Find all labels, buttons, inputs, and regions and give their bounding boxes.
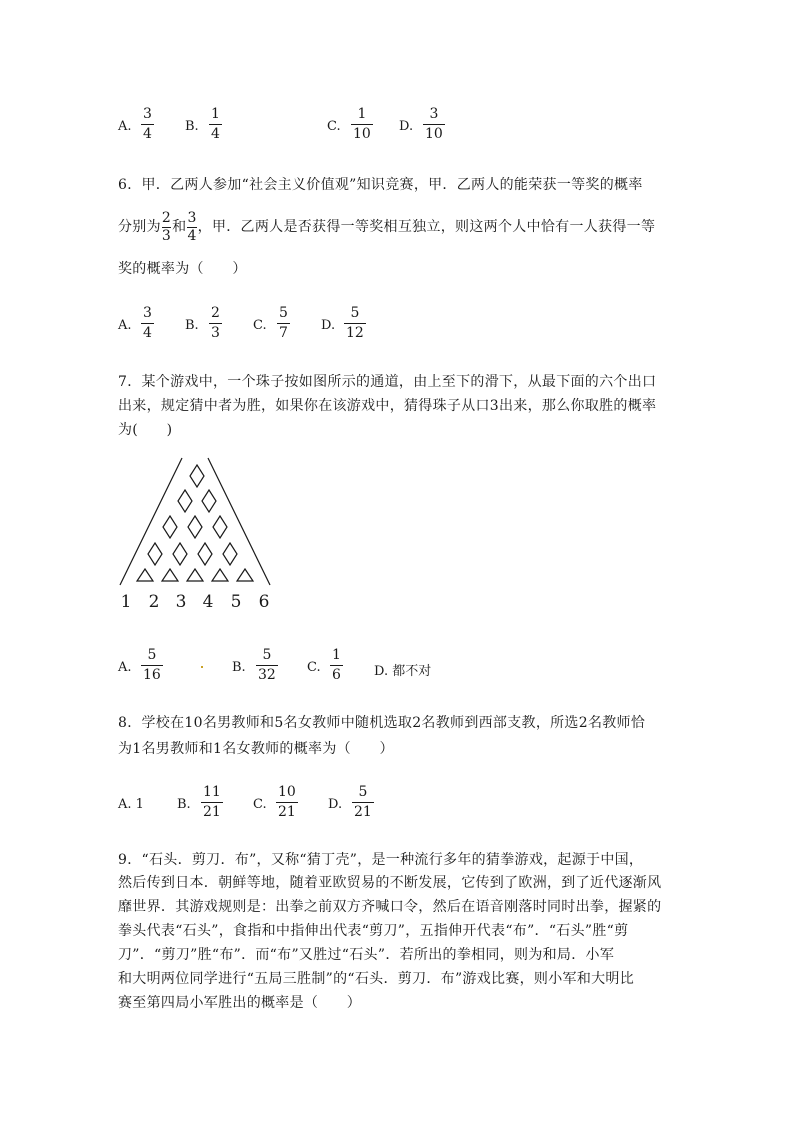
q6-option-c-fraction [277,305,290,342]
triangle-divider [237,569,253,581]
q6-line-3: 奖的概率为（ ） [118,261,247,277]
q5-option-a-label: A. [118,119,132,134]
diamond-peg [202,490,216,512]
q8-option-c-fraction [276,784,298,821]
q8-option-a: A. 1 [118,797,144,812]
diamond-peg [213,516,227,538]
exit-label-6: 6 [258,592,270,612]
denominator: 12 [346,325,364,341]
numerator: 3 [143,106,152,122]
stray-mark [201,666,203,668]
q7-option-b-label: B. [232,660,246,675]
q6-option-d-label: D. [321,318,336,333]
q6-line-1: 6．甲．乙两人参加“社会主义价值观”知识竞赛，甲．乙两人的能荣获一等奖的概率 [118,177,643,193]
q6-option-b-label: B. [185,318,199,333]
triangle-divider [137,569,153,581]
q7-line-1: 7．某个游戏中，一个珠子按如图所示的通道，由上至下的滑下，从最下面的六个出口 [118,374,657,390]
diamond-peg [173,543,187,565]
denominator: 7 [279,325,288,341]
q9-line-4: 拳头代表“石头”，食指和中指伸出代表“剪刀”，五指伸开代表“布”．“石头”胜“剪 [118,923,629,939]
q8-option-b-label: B. [177,797,191,812]
q7-option-c-fraction [330,647,343,684]
numerator: 2 [211,305,220,321]
q5-option-b-fraction [209,106,222,143]
q7-option-a-label: A. [118,660,132,675]
q8-line-1: 8．学校在10名男教师和5名女教师中随机选取2名教师到西部支教，所选2名教师恰 [118,715,646,731]
left-channel-wall [120,458,182,585]
q9-line-7: 赛至第四局小军胜出的概率是（ ） [118,995,362,1011]
exit-label-2: 2 [148,592,160,612]
q6-fraction-2: 3 4 [187,209,197,244]
q6-line-2-pre: 分别为 [118,218,161,235]
numerator: 3 [143,305,152,321]
numerator: 5 [147,647,157,663]
q5-option-b-label: B. [185,119,199,134]
denominator: 3 [211,325,220,341]
q8-option-b-fraction [201,784,223,821]
triangle-divider [162,569,178,581]
q6-fraction-1: 2 3 [161,209,172,244]
q5-option-d-fraction [423,106,445,143]
numerator: 3 [429,106,439,122]
diamond-peg [148,543,162,565]
denominator: 4 [211,126,220,142]
q8-option-c-label: C. [253,797,267,812]
triangle-divider [187,569,203,581]
q5-option-c-fraction [351,106,373,143]
q9-line-5: 刀”．“剪刀”胜“布”．而“布”又胜过“石头”．若所出的拳相同，则为和局．小军 [118,947,615,963]
denominator: 32 [258,667,276,683]
q8-line-2: 为1名男教师和1名女教师的概率为（ ） [118,741,394,757]
q6-line-2 [118,205,655,249]
q9-line-2: 然后传到日本．朝鲜等地，随着亚欧贸易的不断发展，它传到了欧洲，到了近代逐渐风 [118,875,662,891]
denominator: 4 [143,126,152,142]
q6-option-c-label: C. [253,318,267,333]
right-channel-wall [208,458,270,585]
diamond-peg [198,543,212,565]
q7-option-b-fraction [256,647,278,684]
numerator: 1 [332,647,341,663]
q6-line-2-mid: 和 [172,218,187,235]
q6-option-b-fraction [209,305,222,342]
denominator: 21 [203,804,221,820]
numerator: 5 [262,647,272,663]
triangle-divider [212,569,228,581]
denominator: 21 [278,804,296,820]
numerator: 1 [357,106,367,122]
diamond-peg [188,516,202,538]
denominator: 10 [353,126,371,142]
numerator: 10 [278,784,296,800]
exit-label-1: 1 [120,592,132,612]
q6-option-a-label: A. [118,318,132,333]
diamond-peg [190,465,204,487]
denominator: 16 [143,667,161,683]
q7-option-c-label: C. [307,660,321,675]
q6-option-d-fraction [344,305,366,342]
q9-line-3: 靡世界．其游戏规则是：出拳之前双方齐喊口令，然后在语音刚落时同时出拳，握紧的 [118,899,662,915]
q7-option-d: D. 都不对 [374,664,432,679]
exit-label-5: 5 [230,592,242,612]
q7-line-3: 为( ) [118,422,173,438]
q7-option-a-fraction [141,647,163,684]
bead-channel-figure [110,455,280,615]
denominator: 4 [143,325,152,341]
denominator: 10 [425,126,443,142]
q5-option-a-fraction [141,106,154,143]
q9-line-6: 和大明两位同学进行“五局三胜制”的“石头．剪刀．布”游戏比赛，则小军和大明比 [118,971,635,987]
denominator: 6 [332,667,341,683]
exit-label-4: 4 [202,592,214,612]
q8-option-d-fraction [352,784,374,821]
q5-option-d-label: D. [399,119,414,134]
q5-option-c-label: C. [327,119,341,134]
diamond-peg [223,543,237,565]
q6-option-a-fraction [141,305,154,342]
numerator: 11 [203,784,221,800]
q6-line-2-post: ，甲．乙两人是否获得一等奖相互独立，则这两个人中恰有一人获得一等 [197,218,656,235]
numerator: 1 [211,106,220,122]
numerator: 5 [279,305,288,321]
q7-line-2: 出来，规定猜中者为胜，如果你在该游戏中，猜得珠子从口3出来，那么你取胜的概率 [118,398,657,414]
denominator: 21 [354,804,372,820]
numerator: 5 [350,305,360,321]
exit-label-3: 3 [175,592,187,612]
diamond-peg [178,490,192,512]
q8-option-d-label: D. [328,797,343,812]
diamond-peg [163,516,177,538]
numerator: 5 [358,784,368,800]
q9-line-1: 9．“石头．剪刀．布”，又称“猜丁壳”，是一种流行多年的猜拳游戏，起源于中国， [118,852,644,868]
